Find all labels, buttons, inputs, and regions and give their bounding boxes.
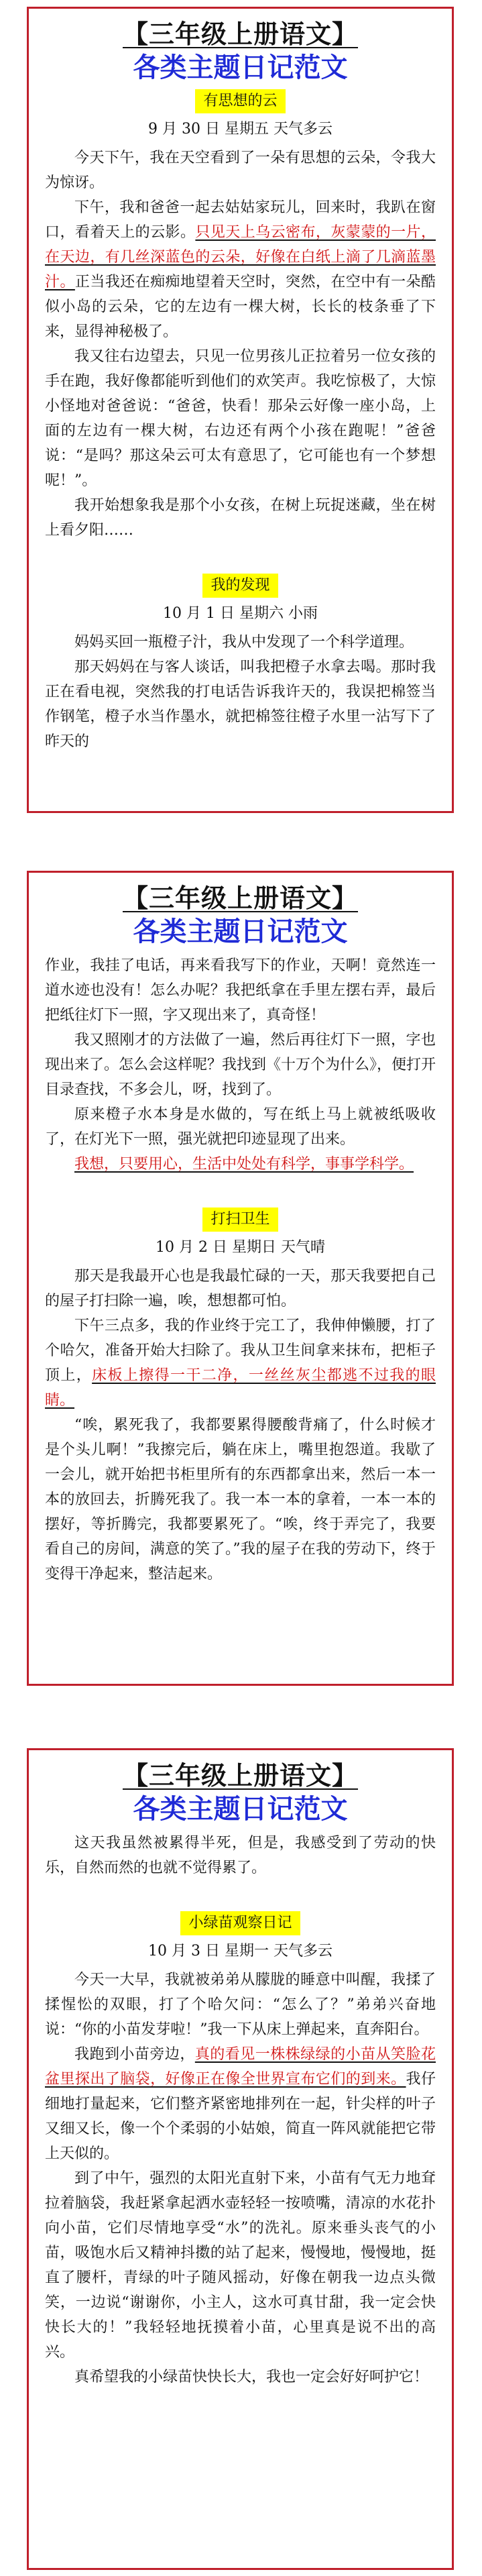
paragraph: “唉，累死我了，我都要累得腰酸背痛了，什么时候才是个头儿啊！”我擦完后，躺在床上，嘴里抱怨道。我歇了一会儿，就开始把书柜里所有的东西都拿出来，然后一本一本的放回去，折腾死我了。我一本一本的拿着，一本一本的摆好，等折腾完，我都要累死了。“唉，终于弄完了，我要看自己的房间，满意的笑了。”我的屋子在我的劳动下，终于变得干净起来，整洁起来。: [45, 1417, 436, 1582]
section-title: 各类主题日记范文: [133, 52, 348, 83]
paragraph: 我又往右边望去，只见一位男孩儿正拉着另一位女孩的手在跑，我好像都能听到他们的欢笑声。我吃惊极了，大惊小怪地对爸爸说：“爸爸，快看！那朵云好像一座小岛，上面的左边有一棵大树，右边还有两个小孩在跑呢！”爸爸说：“是吗？那这朵云可太有意思了，它可能也有一个梦想呢！”。: [45, 348, 436, 489]
paragraph: 我跑到小苗旁边，真的看见一株株绿绿的小苗从笑脸花盆里探出了脑袋，好像正在像全世界宣布它们的到来。我仔细地打量起来，它们整齐紧密地排列在一起，针尖样的叶子又细又长，像一个个柔弱的小姑娘，简直一阵风就能把它带上天似的。: [45, 2046, 436, 2162]
paragraph: 下午，我和爸爸一起去姑姑家玩儿，回来时，我趴在窗口，看着天上的云影。只见天上乌云密布，灰蒙蒙的一片，在天边，有几丝深蓝色的云朵，好像在白纸上滴了几滴蓝墨汁。正当我还在痴痴地望着天空时，突然，在空中有一朵酷似小岛的云朵，它的左边有一棵大树，长长的枝条垂了下来，显得神秘极了。: [45, 199, 436, 340]
diary-card-1: [27, 7, 454, 813]
entry-date: 10 月 1 日 星期六 小雨: [163, 605, 318, 622]
paragraph: 真希望我的小绿苗快快长大，我也一定会好好呵护它！: [74, 2369, 429, 2385]
grade-title: 【三年级上册语文】: [122, 883, 358, 913]
section-title: 各类主题日记范文: [133, 916, 348, 947]
entry-date: 9 月 30 日 星期五 天气多云: [148, 121, 333, 138]
entry-date: 10 月 3 日 星期一 天气多云: [148, 1943, 333, 1960]
paragraph: 这天我虽然被累得半死，但是，我感受到了劳动的快乐，自然而然的也就不觉得累了。: [45, 1835, 436, 1876]
highlight-sentence: 真的看见一株株绿绿的小苗从笑脸花盆里探出了脑袋，好像正在像全世界宣布它们的到来。: [45, 2046, 436, 2088]
paragraph: 原来橙子水本身是水做的，写在纸上马上就被纸吸收了，在灯光下一照，强光就把印迹显现了出来。: [45, 1106, 436, 1148]
highlight-sentence: 只见天上乌云密布，灰蒙蒙的一片，在天边，有几丝深蓝色的云朵，好像在白纸上滴了几滴蓝墨汁。: [45, 224, 436, 290]
paragraph: 到了中午，强烈的太阳光直射下来，小苗有气无力地耷拉着脑袋，我赶紧拿起洒水壶轻轻一按喷嘴，清凉的水花扑向小苗，它们尽情地享受“水”的洗礼。原来垂头丧气的小苗，吸饱水后又精神抖擞的站了起来，慢慢地，慢慢地，挺直了腰杆，青绿的叶子随风摇动，好像在朝我一边点头微笑，一边说“谢谢你，小主人，这水可真甘甜，我一定会快快长大的！”我轻轻地抚摸着小苗，心里真是说不出的高兴。: [45, 2170, 436, 2361]
paragraph: 那天妈妈在与客人谈话，叫我把橙子水拿去喝。那时我正在看电视，突然我的打电话告诉我许天的，我误把棉签当作钢笔，橙子水当作墨水，就把棉签往橙子水里一沾写下了昨天的: [45, 659, 436, 750]
entry-title-seedling: 小绿苗观察日记: [180, 1911, 300, 1935]
paragraph: 我又照刚才的方法做了一遍，然后再往灯下一照，字也现出来了。怎么会这样呢？我找到《十万个为什么》，便打开目录查找，不多会儿，呀，找到了。: [45, 1032, 436, 1098]
paragraph: 今天一大早，我就被弟弟从朦胧的睡意中叫醒，我揉了揉惺忪的双眼，打了个哈欠问：“怎么了？”弟弟兴奋地说：“你的小苗发芽啦！”我一下从床上弹起来，直奔阳台。: [45, 1972, 436, 2038]
entry-title-cleaning: 打扫卫生: [202, 1208, 278, 1232]
paragraph: 妈妈买回一瓶橙子汁，我从中发现了一个科学道理。: [74, 634, 414, 651]
grade-title: 【三年级上册语文】: [122, 19, 358, 49]
paragraph: 下午三点多，我的作业终于完工了，我伸伸懒腰，打了个哈欠，准备开始大扫除了。我从卫生间拿来抹布，把柜子顶上，床板上擦得一干二净，一丝丝灰尘都逃不过我的眼睛。: [45, 1318, 436, 1409]
entry-title-cloud: 有思想的云: [195, 89, 285, 113]
diary-card-2: [27, 871, 454, 1686]
section-title: 各类主题日记范文: [133, 1794, 348, 1825]
diary-card-3: [27, 1748, 454, 2570]
paragraph: 作业，我挂了电话，再来看我写下的作业，天啊！竟然连一道水迹也没有！怎么办呢？我把纸拿在手里左摆右弄，最后把纸往灯下一照，字又现出来了，真奇怪！: [45, 957, 436, 1024]
entry-title-discovery: 我的发现: [202, 574, 278, 598]
highlight-sentence: 我想，只要用心，生活中处处有科学，事事学科学。: [74, 1156, 414, 1173]
grade-title: 【三年级上册语文】: [122, 1761, 358, 1790]
paragraph: [45, 1152, 436, 1177]
entry-date: 10 月 2 日 星期日 天气晴: [156, 1239, 325, 1256]
paragraph: 今天下午，我在天空看到了一朵有思想的云朵，令我大为惊讶。: [45, 150, 436, 191]
highlight-sentence: 床板上擦得一干二净，一丝丝灰尘都逃不过我的眼睛。: [45, 1367, 436, 1409]
paragraph: 那天是我最开心也是我最忙碌的一天，那天我要把自己的屋子打扫除一遍，唉，想想都可怕。: [45, 1268, 436, 1309]
paragraph: 我开始想象我是那个小女孩，在树上玩捉迷藏，坐在树上看夕阳……: [45, 497, 436, 539]
